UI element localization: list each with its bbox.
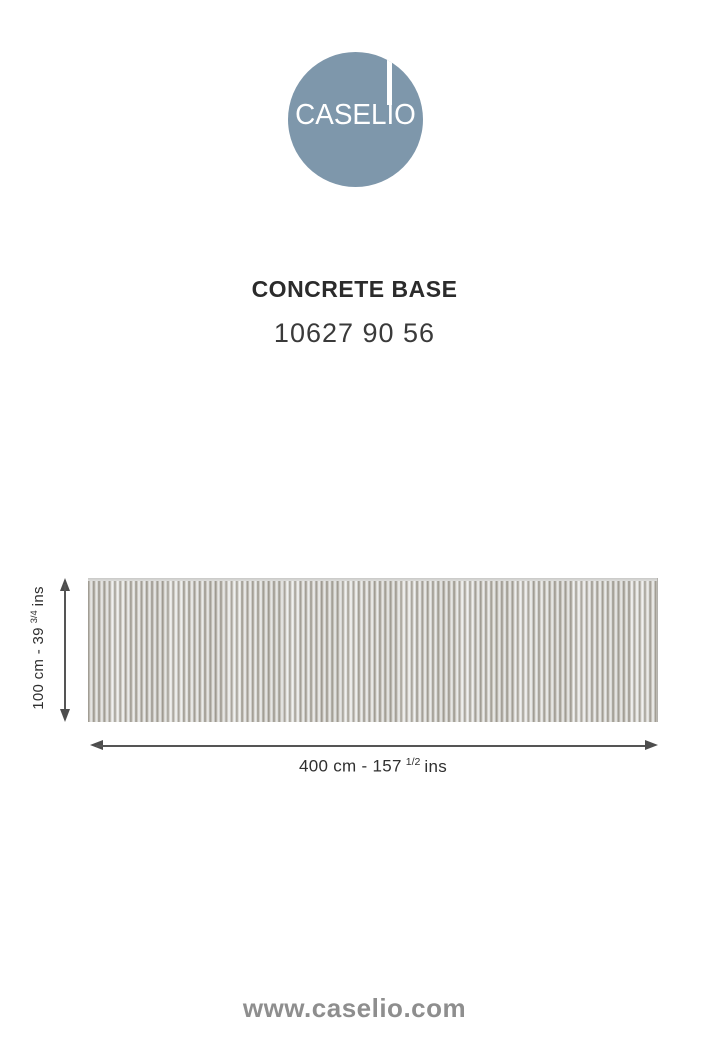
width-fraction: 1/2 (405, 756, 421, 768)
arrow-right-icon (645, 740, 658, 750)
wallpaper-swatch (88, 578, 658, 722)
width-unit: ins (424, 756, 448, 776)
width-dimension-arrow (90, 745, 658, 747)
arrow-down-icon (60, 709, 70, 722)
height-unit: ins (30, 586, 47, 607)
arrow-line (96, 745, 652, 747)
width-value: 400 cm - 157 (298, 756, 402, 776)
product-name: CONCRETE BASE (251, 276, 458, 302)
caselio-logo (288, 52, 423, 187)
arrow-line (64, 584, 66, 716)
height-value: 100 cm - 39 (30, 627, 47, 710)
width-dimension-label (88, 756, 658, 777)
website-url: www.caselio.com (242, 993, 467, 1023)
product-reference: 10627 90 56 (273, 318, 436, 348)
height-fraction: 3/4 (29, 610, 39, 624)
height-dimension-label (29, 548, 47, 748)
logo-i-bar-icon (387, 52, 392, 105)
height-dimension-arrow (64, 578, 66, 722)
logo-wordmark: CASELIO (295, 99, 416, 131)
